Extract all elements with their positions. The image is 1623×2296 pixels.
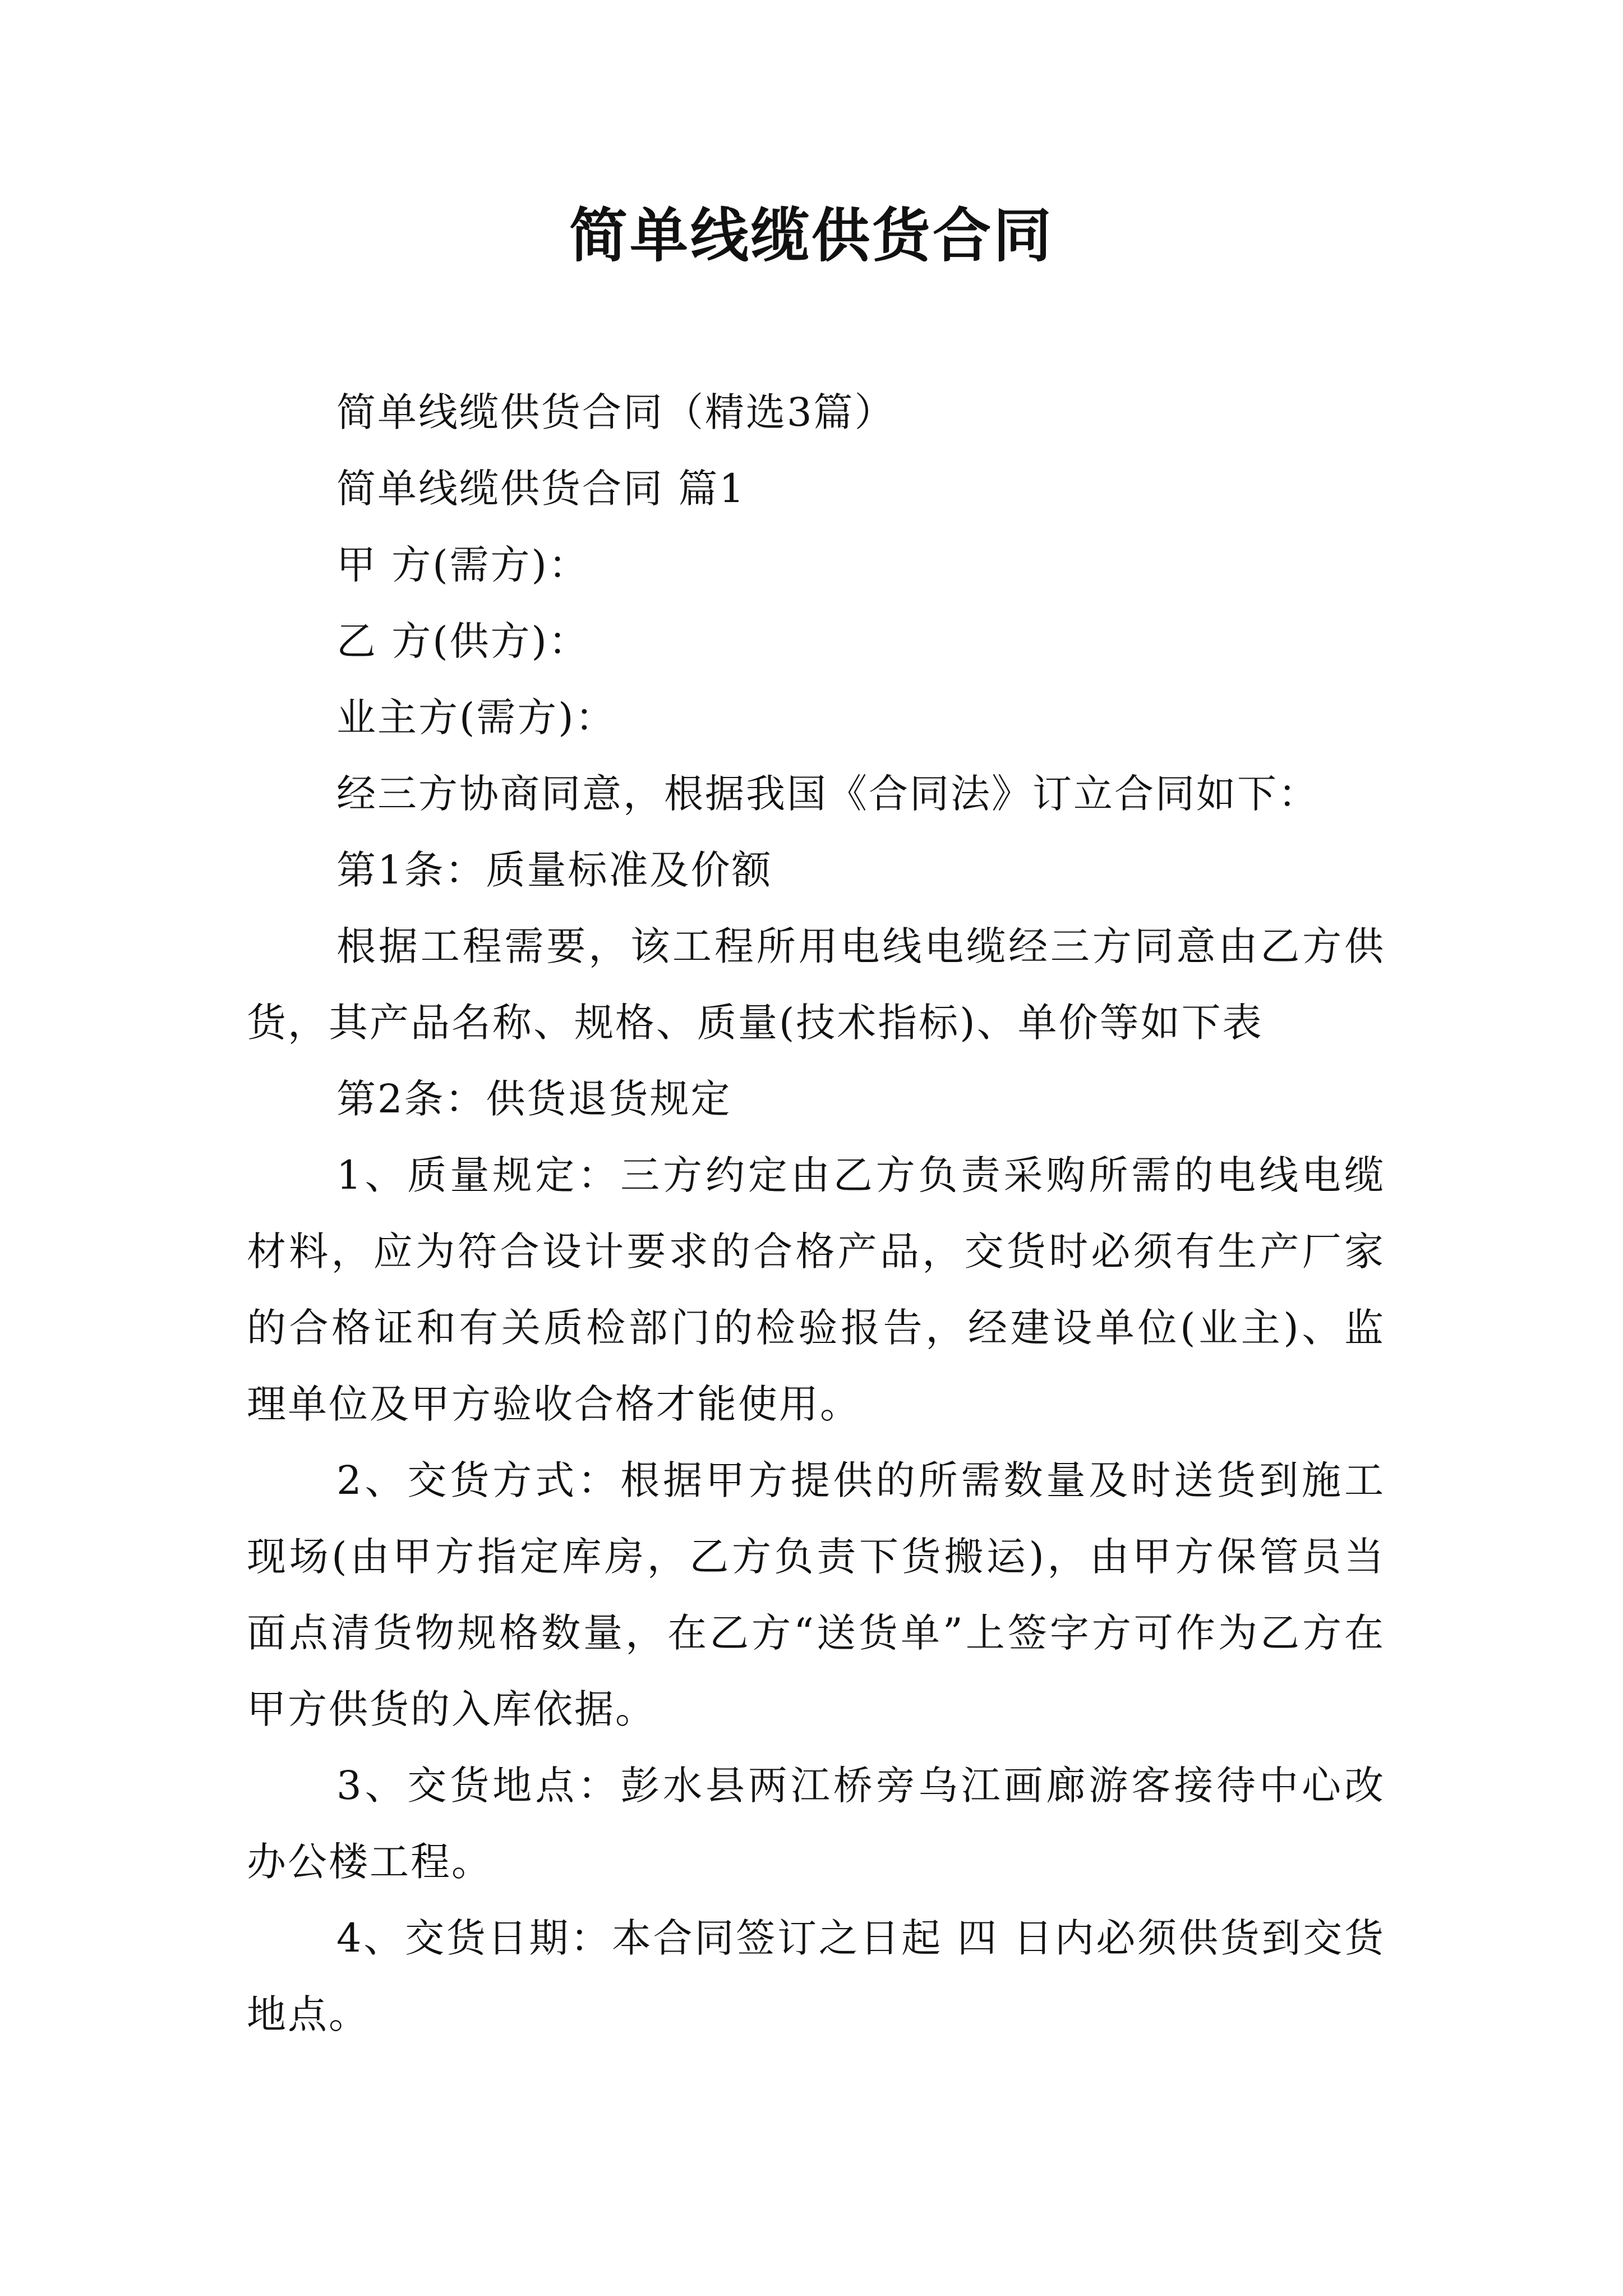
paragraph-subtitle: 简单线缆供货合同（精选3篇）: [336, 389, 896, 435]
document-title: 简单线缆供货合同: [569, 201, 1054, 270]
paragraph-article-2-heading: 第2条：供货退货规定: [336, 1076, 732, 1122]
paragraph-delivery-method: 2、交货方式：根据甲方提供的所需数量及时送货到施工现场(由甲方指定库房，乙方负责下货搬运)，由甲方保管员当面点清货物规格数量，在乙方“送货单”上签字方可作为乙方在甲方供货的入库依据。: [247, 1457, 1385, 1732]
paragraph-preamble: 经三方协商同意，根据我国《合同法》订立合同如下：: [336, 771, 1319, 817]
document-body: [247, 374, 1385, 2053]
paragraph-party-b: 乙 方(供方)：: [336, 618, 589, 664]
paragraph-part-heading: 简单线缆供货合同 篇1: [336, 466, 746, 512]
paragraph-delivery-date: 4、交货日期：本合同签订之日起 四 日内必须供货到交货地点。: [247, 1915, 1385, 2037]
paragraph-delivery-location: 3、交货地点：彭水县两江桥旁乌江画廊游客接待中心改办公楼工程。: [247, 1763, 1385, 1885]
paragraph-quality-rule: 1、质量规定：三方约定由乙方负责采购所需的电线电缆材料，应为符合设计要求的合格产品，交货时必须有生产厂家的合格证和有关质检部门的检验报告，经建设单位(业主)、监理单位及甲方验收合格才能使用。: [247, 1152, 1385, 1427]
paragraph-article-1-heading: 第1条：质量标准及价额: [336, 847, 773, 893]
paragraph-owner-party: 业主方(需方)：: [336, 694, 616, 740]
paragraph-party-a: 甲 方(需方)：: [336, 542, 589, 588]
paragraph-article-1-body: 根据工程需要，该工程所用电线电缆经三方同意由乙方供货，其产品名称、规格、质量(技术指标)、单价等如下表: [247, 923, 1385, 1046]
